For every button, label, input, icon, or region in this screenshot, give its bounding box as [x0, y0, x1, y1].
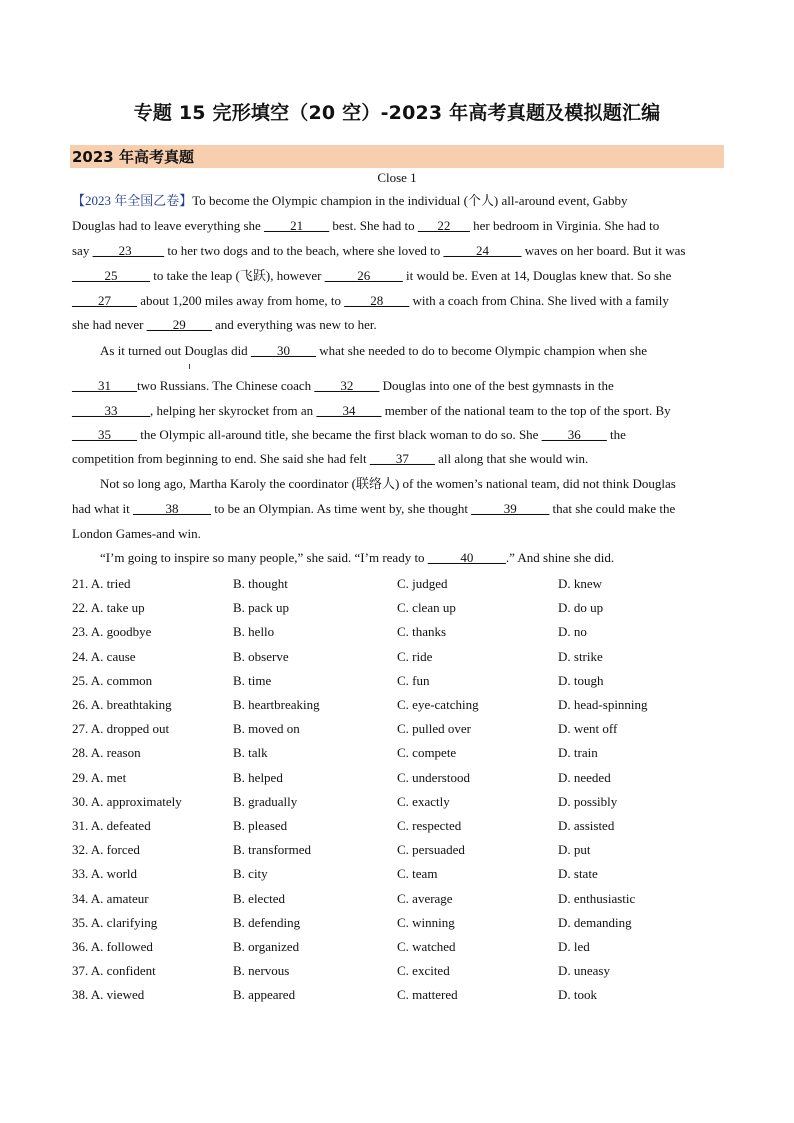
option-text: A. followed [90, 939, 153, 954]
passage-line [72, 218, 659, 234]
option-text: A. met [90, 769, 127, 785]
option-b: B. pack up [233, 600, 289, 616]
question-number: 23. [72, 624, 89, 640]
question-row [72, 794, 724, 812]
option-b: B. city [233, 866, 268, 882]
cloze-blank: ____37____ [369, 451, 435, 466]
option-d: D. do up [558, 600, 604, 616]
cloze-blank: ____28____ [344, 293, 410, 308]
passage-line [72, 427, 626, 443]
passage-text: to her two dogs and to the beach, where she loved to [164, 243, 444, 258]
option-c: C. average [397, 890, 453, 906]
passage-line [100, 476, 676, 492]
question-row [72, 891, 724, 909]
option-b: B. nervous [233, 963, 290, 979]
option-c: C. pulled over [397, 721, 472, 737]
passage-text: “I’m going to inspire so many people,” she said. “I’m ready to [100, 550, 428, 565]
section-title: 2023 年高考真题 [72, 148, 194, 166]
option-a [72, 794, 182, 810]
passage-label: Close 1 [377, 170, 417, 185]
question-row [72, 697, 724, 715]
option-c: C. judged [397, 576, 448, 591]
page-title: 专题 15 完形填空（20 空）-2023 年高考真题及模拟题汇编 [133, 102, 661, 124]
option-a [72, 866, 137, 882]
option-d: D. uneasy [558, 963, 610, 979]
option-d: D. demanding [558, 914, 632, 930]
option-d: D. needed [558, 769, 611, 785]
option-d: D. enthusiastic [558, 890, 636, 906]
option-text: A. cause [90, 648, 136, 664]
question-row [72, 770, 724, 788]
passage-text: what she needed to do to become Olympic champion when she [315, 343, 647, 358]
option-d: D. tough [558, 672, 604, 688]
passage-text: about 1,200 miles away from home, to [137, 293, 345, 308]
question-row [72, 939, 724, 957]
passage-text: .” And shine she did. [505, 550, 615, 565]
option-c: C. compete [397, 745, 457, 761]
option-c: C. ride [397, 648, 433, 664]
option-text: A. dropped out [90, 721, 170, 737]
option-b: B. time [233, 672, 272, 688]
passage-text: competition from beginning to end. She said she had felt [72, 451, 370, 466]
option-b: B. gradually [233, 793, 298, 809]
passage-text: say [72, 243, 93, 258]
option-d: D. led [558, 939, 590, 954]
option-a [72, 745, 141, 761]
passage-line [72, 526, 201, 542]
option-c: C. eye-catching [397, 697, 479, 712]
option-text: A. approximately [90, 793, 182, 809]
option-c: C. excited [397, 963, 450, 979]
question-number: 21. [72, 576, 89, 591]
text-cursor-mark [189, 364, 190, 369]
passage-text: Douglas into one of the best gymnasts in the [379, 378, 614, 393]
option-d: D. went off [558, 721, 618, 737]
passage-line [72, 451, 588, 467]
passage-line [72, 501, 675, 517]
option-a [72, 697, 172, 713]
option-b: B. appeared [233, 987, 296, 1003]
passage-text: To become the Olympic champion in the individual (个人) all-around event, Gabby [192, 193, 628, 208]
question-number: 24. [72, 648, 89, 664]
passage-text: had what it [72, 501, 134, 516]
option-a [72, 673, 152, 689]
option-b: B. talk [233, 745, 268, 761]
question-number: 31. [72, 818, 89, 833]
option-b: B. moved on [233, 721, 300, 737]
question-number: 27. [72, 721, 89, 737]
option-a [72, 915, 157, 931]
option-d: D. possibly [558, 793, 618, 809]
cloze-blank: ____31____ [72, 378, 137, 393]
question-row [72, 866, 724, 884]
option-c: C. clean up [397, 600, 456, 616]
option-c: C. mattered [397, 987, 458, 1003]
passage-text: best. She had to [329, 218, 418, 233]
option-d: D. put [558, 842, 591, 858]
option-d: D. head-spinning [558, 697, 648, 712]
cloze-blank: _____26_____ [324, 268, 403, 283]
question-number: 32. [72, 842, 89, 858]
passage-text: Douglas had to leave everything she [72, 218, 265, 233]
cloze-blank: _____24_____ [443, 243, 522, 258]
option-b: B. hello [233, 624, 275, 640]
cloze-blank: ____34____ [316, 403, 382, 418]
option-c: C. team [397, 866, 438, 882]
passage-text: the Olympic all-around title, she became the first black woman to do so. She [137, 427, 542, 442]
passage-text: to take the leap (飞跃), however [150, 268, 325, 283]
option-c: C. respected [397, 818, 462, 833]
option-b: B. transformed [233, 842, 311, 858]
option-text: A. goodbye [90, 624, 152, 640]
option-text: A. take up [90, 600, 145, 616]
passage-text: two Russians. The Chinese coach [137, 378, 315, 393]
option-d: D. took [558, 987, 597, 1003]
cloze-blank: ___22___ [417, 218, 470, 233]
question-number: 25. [72, 672, 89, 688]
option-b: B. pleased [233, 818, 288, 833]
passage-line [72, 403, 671, 419]
question-row [72, 963, 724, 981]
question-number: 29. [72, 769, 89, 785]
cloze-blank: ____35____ [72, 427, 137, 442]
question-number: 22. [72, 600, 89, 616]
option-c: C. winning [397, 914, 455, 930]
section-header [70, 145, 724, 168]
passage-text: Not so long ago, Martha Karoly the coordinator (联络人) of the women’s national team, did not think Douglas [100, 476, 676, 491]
passage-line [72, 193, 627, 209]
passage-line [72, 293, 669, 309]
option-c: C. persuaded [397, 842, 465, 858]
option-a [72, 721, 169, 737]
passage-text: to be an Olympian. As time went by, she thought [211, 501, 472, 516]
passage-text: that she could make the [549, 501, 676, 516]
option-a [72, 987, 144, 1003]
question-row [72, 745, 724, 763]
passage-text: the [606, 427, 626, 442]
option-a [72, 770, 126, 786]
option-b: B. observe [233, 648, 289, 664]
cloze-blank: ____29____ [146, 317, 212, 332]
option-text: A. viewed [90, 987, 145, 1003]
option-d: D. strike [558, 648, 603, 664]
passage-line [100, 343, 647, 359]
option-a [72, 600, 145, 616]
passage-text: and everything was new to her. [211, 317, 377, 332]
question-number: 35. [72, 914, 89, 930]
question-row [72, 915, 724, 933]
question-row [72, 576, 724, 594]
option-a [72, 818, 151, 834]
option-c: C. understood [397, 769, 470, 785]
question-number: 33. [72, 866, 89, 882]
option-text: A. breathtaking [90, 697, 172, 712]
passage-line [72, 243, 685, 259]
passage-text: member of the national team to the top of the sport. By [381, 403, 671, 418]
question-number: 26. [72, 697, 89, 712]
source-tag: 【2023 年全国乙卷】 [72, 193, 193, 208]
passage-text: waves on her board. But it was [521, 243, 686, 258]
option-c: C. watched [397, 939, 456, 954]
cloze-blank: ____32____ [314, 378, 380, 393]
option-text: A. confident [90, 963, 156, 979]
passage-text: London Games-and win. [72, 526, 201, 541]
question-row [72, 600, 724, 618]
passage-line [100, 550, 614, 566]
option-b: B. elected [233, 890, 285, 906]
option-text: A. clarifying [90, 914, 158, 930]
option-a [72, 891, 149, 907]
cloze-blank: ____27____ [72, 293, 137, 308]
option-d: D. assisted [558, 818, 615, 833]
passage-text: all along that she would win. [434, 451, 589, 466]
option-d: D. no [558, 624, 587, 640]
option-text: A. forced [90, 842, 140, 858]
option-b: B. helped [233, 769, 283, 785]
cloze-blank: _____25_____ [72, 268, 150, 283]
passage-text: her bedroom in Virginia. She had to [469, 218, 660, 233]
option-a [72, 842, 140, 858]
option-a [72, 649, 136, 665]
option-d: D. state [558, 866, 598, 882]
option-text: A. common [90, 672, 153, 688]
passage-text: with a coach from China. She lived with a family [409, 293, 669, 308]
question-number: 37. [72, 963, 89, 979]
passage-text: , helping her skyrocket from an [150, 403, 317, 418]
option-a [72, 963, 156, 979]
question-number: 38. [72, 987, 89, 1003]
question-number: 28. [72, 745, 89, 761]
option-text: A. amateur [90, 890, 149, 906]
option-b: B. heartbreaking [233, 697, 320, 712]
cloze-blank: ____30____ [250, 343, 316, 358]
cloze-blank: ____36____ [541, 427, 607, 442]
cloze-blank: _____38_____ [133, 501, 212, 516]
option-d: D. train [558, 745, 598, 761]
question-row [72, 987, 724, 1005]
cloze-blank: _____40_____ [427, 550, 506, 565]
option-text: A. defeated [90, 818, 151, 833]
option-d: D. knew [558, 576, 603, 591]
question-row [72, 624, 724, 642]
question-row [72, 721, 724, 739]
option-b: B. defending [233, 914, 301, 930]
question-number: 30. [72, 793, 89, 809]
cloze-blank: ____21____ [264, 218, 330, 233]
cloze-blank: ____23_____ [92, 243, 165, 258]
option-c: C. fun [397, 672, 430, 688]
question-number: 36. [72, 939, 89, 954]
question-number: 34. [72, 890, 89, 906]
question-row [72, 818, 724, 836]
option-a [72, 576, 131, 592]
option-a [72, 624, 151, 640]
question-row [72, 649, 724, 667]
cloze-blank: _____39_____ [471, 501, 550, 516]
passage-text: it would be. Even at 14, Douglas knew that. So she [402, 268, 672, 283]
question-row [72, 673, 724, 691]
passage-line [72, 317, 377, 333]
option-text: A. reason [90, 745, 141, 761]
option-c: C. thanks [397, 624, 447, 640]
cloze-blank: _____33_____ [72, 403, 150, 418]
passage-text: As it turned out Douglas did [100, 343, 251, 358]
option-text: A. world [90, 866, 138, 882]
passage-line [72, 268, 671, 284]
passage-line [72, 378, 614, 394]
option-c: C. exactly [397, 793, 450, 809]
question-row [72, 842, 724, 860]
option-b: B. thought [233, 576, 288, 591]
option-a [72, 939, 153, 955]
option-text: A. tried [90, 576, 131, 591]
option-b: B. organized [233, 939, 300, 954]
passage-text: she had never [72, 317, 147, 332]
